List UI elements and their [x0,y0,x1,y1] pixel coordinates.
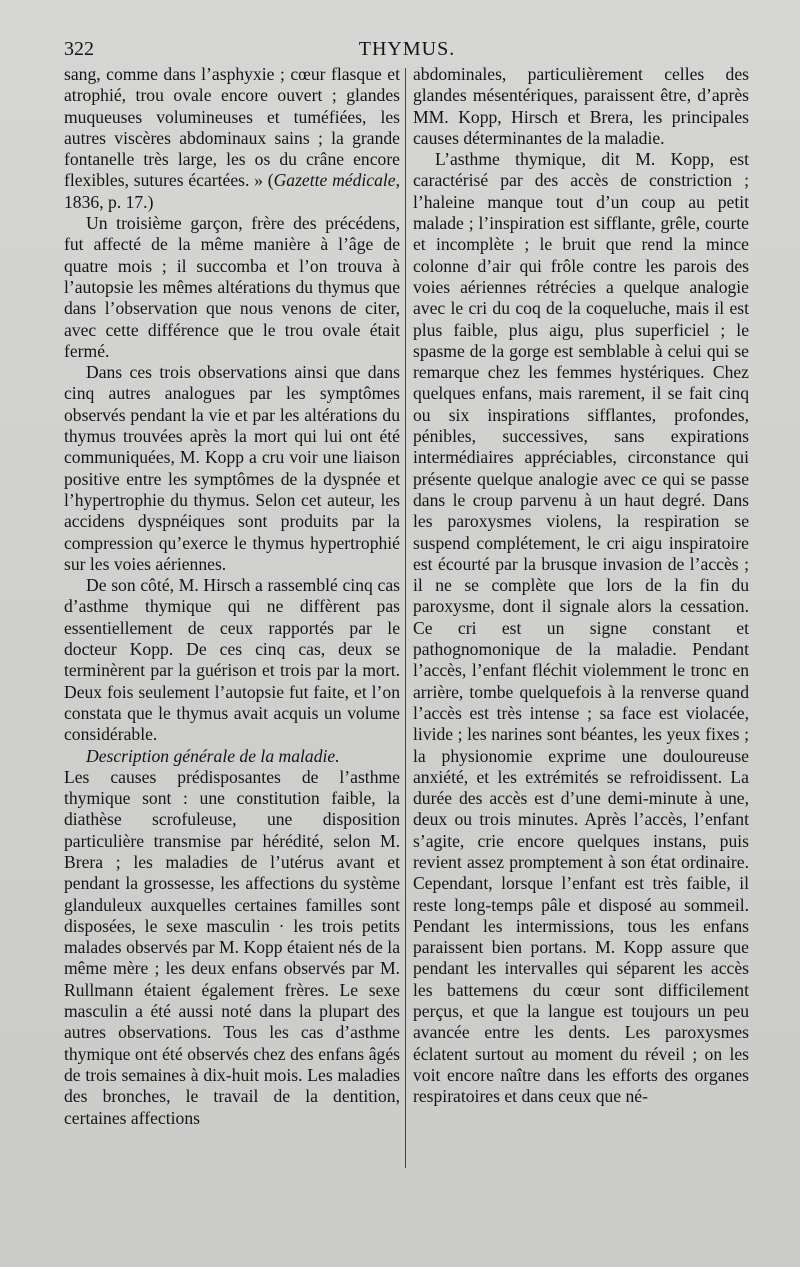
source-citation: Gazette médicale [273,170,396,191]
paragraph [64,64,400,213]
paragraph: Dans ces trois observations ainsi que dans cinq autres analogues par les symptômes observés pendant la vie et par les altérations du thymus trouvées après la mort qui lui ont été communiquées, M. Kopp a cru voir une liaison positive entre les symptômes de la dyspnée et l’hypertrophie du thymus. Selon cet auteur, les accidens dyspnéiques sont produits par la compression qu’exerce le thymus hypertrophié sur les voies aériennes. [64,362,400,574]
page-number: 322 [64,38,94,60]
section-heading-text: Description générale de la maladie. [86,745,340,766]
running-head [64,38,750,64]
running-title: THYMUS. [358,38,456,60]
paragraph-text: sang, comme dans l’asphyxie ; cœur flasque et atrophié, trou ovale encore ouvert ; glandes muqueuses volumineuses et tuméfiées, les autres viscères abdominaux sains ; la grande fontanelle très large, les os du crâne encore flexibles, sutures écartées. » ( [64,64,400,191]
paragraph: De son côté, M. Hirsch a rassemblé cinq cas d’asthme thymique qui ne diffèrent pas essentiellement de ceux rapportés par le docteur Kopp. De ces cinq cas, deux se terminèrent par la guérison et trois par la mort. Deux fois seulement l’autopsie fut faite, et l’on constata que le thymus avait acquis un volume considérable. [64,575,400,745]
section-heading [64,746,400,767]
paragraph: Un troisième garçon, frère des précédens, fut affecté de la même manière à l’âge de quatre mois ; il succomba et l’on trouva à l’autopsie les mêmes altérations du thymus que dans l’observation que nous venons de citer, avec cette différence que le trou ovale était fermé. [64,213,400,361]
left-column [64,64,400,1129]
column-divider [405,68,406,1168]
paragraph-text: , 1836, p. 17.) [64,170,400,212]
right-column [413,64,749,1108]
paragraph: abdominales, particulièrement celles des glandes mésentériques, paraissent être, d’après MM. Kopp, Hirsch et Brera, les principales causes déterminantes de la maladie. [413,64,749,148]
paragraph: Les causes prédisposantes de l’asthme thymique sont : une constitution faible, la diathèse scrofuleuse, une disposition particulière transmise par hérédité, selon M. Brera ; les maladies de l’utérus avant et pendant la grossesse, les affections du système glanduleux auxquelles certaines familles sont disposées, le sexe masculin · les trois petits malades observés par M. Kopp étaient nés de la même mère ; les deux enfans observés par M. Rullmann étaient également frères. Le sexe masculin a été aussi noté dans la plupart des autres observations. Tous les cas d’asthme thymique ont été observés chez des enfans âgés de trois semaines à dix-huit mois. Les maladies des bronches, le travail de la dentition, certaines affections [64,766,400,1128]
paragraph: L’asthme thymique, dit M. Kopp, est caractérisé par des accès de constriction ; l’haleine manque tout d’un coup au petit malade ; l’inspiration est sifflante, grêle, courte et incomplète ; le bruit que rend la mince colonne d’air qui frôle contre les parois des voies aériennes rétrécies a quelque analogie avec le cri du coq de la coqueluche, mais il est plus faible, plus aigu, plus superficiel ; le spasme de la gorge est semblable à celui qui se remarque chez les femmes hystériques. Chez quelques enfans, mais rarement, il se fait cinq ou six inspirations sifflantes, profondes, pénibles, successives, sans expirations intermédiaires appréciables, circonstance qui présente quelque analogie avec ce qui se passe dans le croup parvenu à un haut degré. Dans les paroxysmes violens, la respiration se suspend complétement, le cri aigu inspiratoire est écourté par la brusque invasion de l’accès ; il ne se complète que lors de la fin du paroxysme, dont il signale alors la cessation. Ce cri est un signe constant et pathognomonique de la maladie. Pendant l’accès, l’enfant fléchit violemment le tronc en arrière, tombe quelquefois à la renverse quand l’accès est très intense ; sa face est violacée, livide ; les narines sont béantes, les yeux fixes ; la physionomie exprime une douloureuse anxiété, et les extrémités se refroidissent. La durée des accès est d’une demi-minute à une, deux ou trois minutes. Après l’accès, l’enfant s’agite, crie encore quelques instans, puis revient assez promptement à son état ordinaire. Cependant, lorsque l’enfant est très faible, il reste long-temps pâle et disposé au sommeil. Pendant les intermissions, tous les enfans paraissent bien portans. M. Kopp assure que pendant les intervalles qui séparent les accès les battemens du cœur sont difficilement perçus, et que la langue est toujours un peu avancée entre les dents. Les paroxysmes éclatent surtout au moment du réveil ; on les voit encore naître dans les efforts des organes respiratoires et dans ceux que né- [413,149,749,1107]
